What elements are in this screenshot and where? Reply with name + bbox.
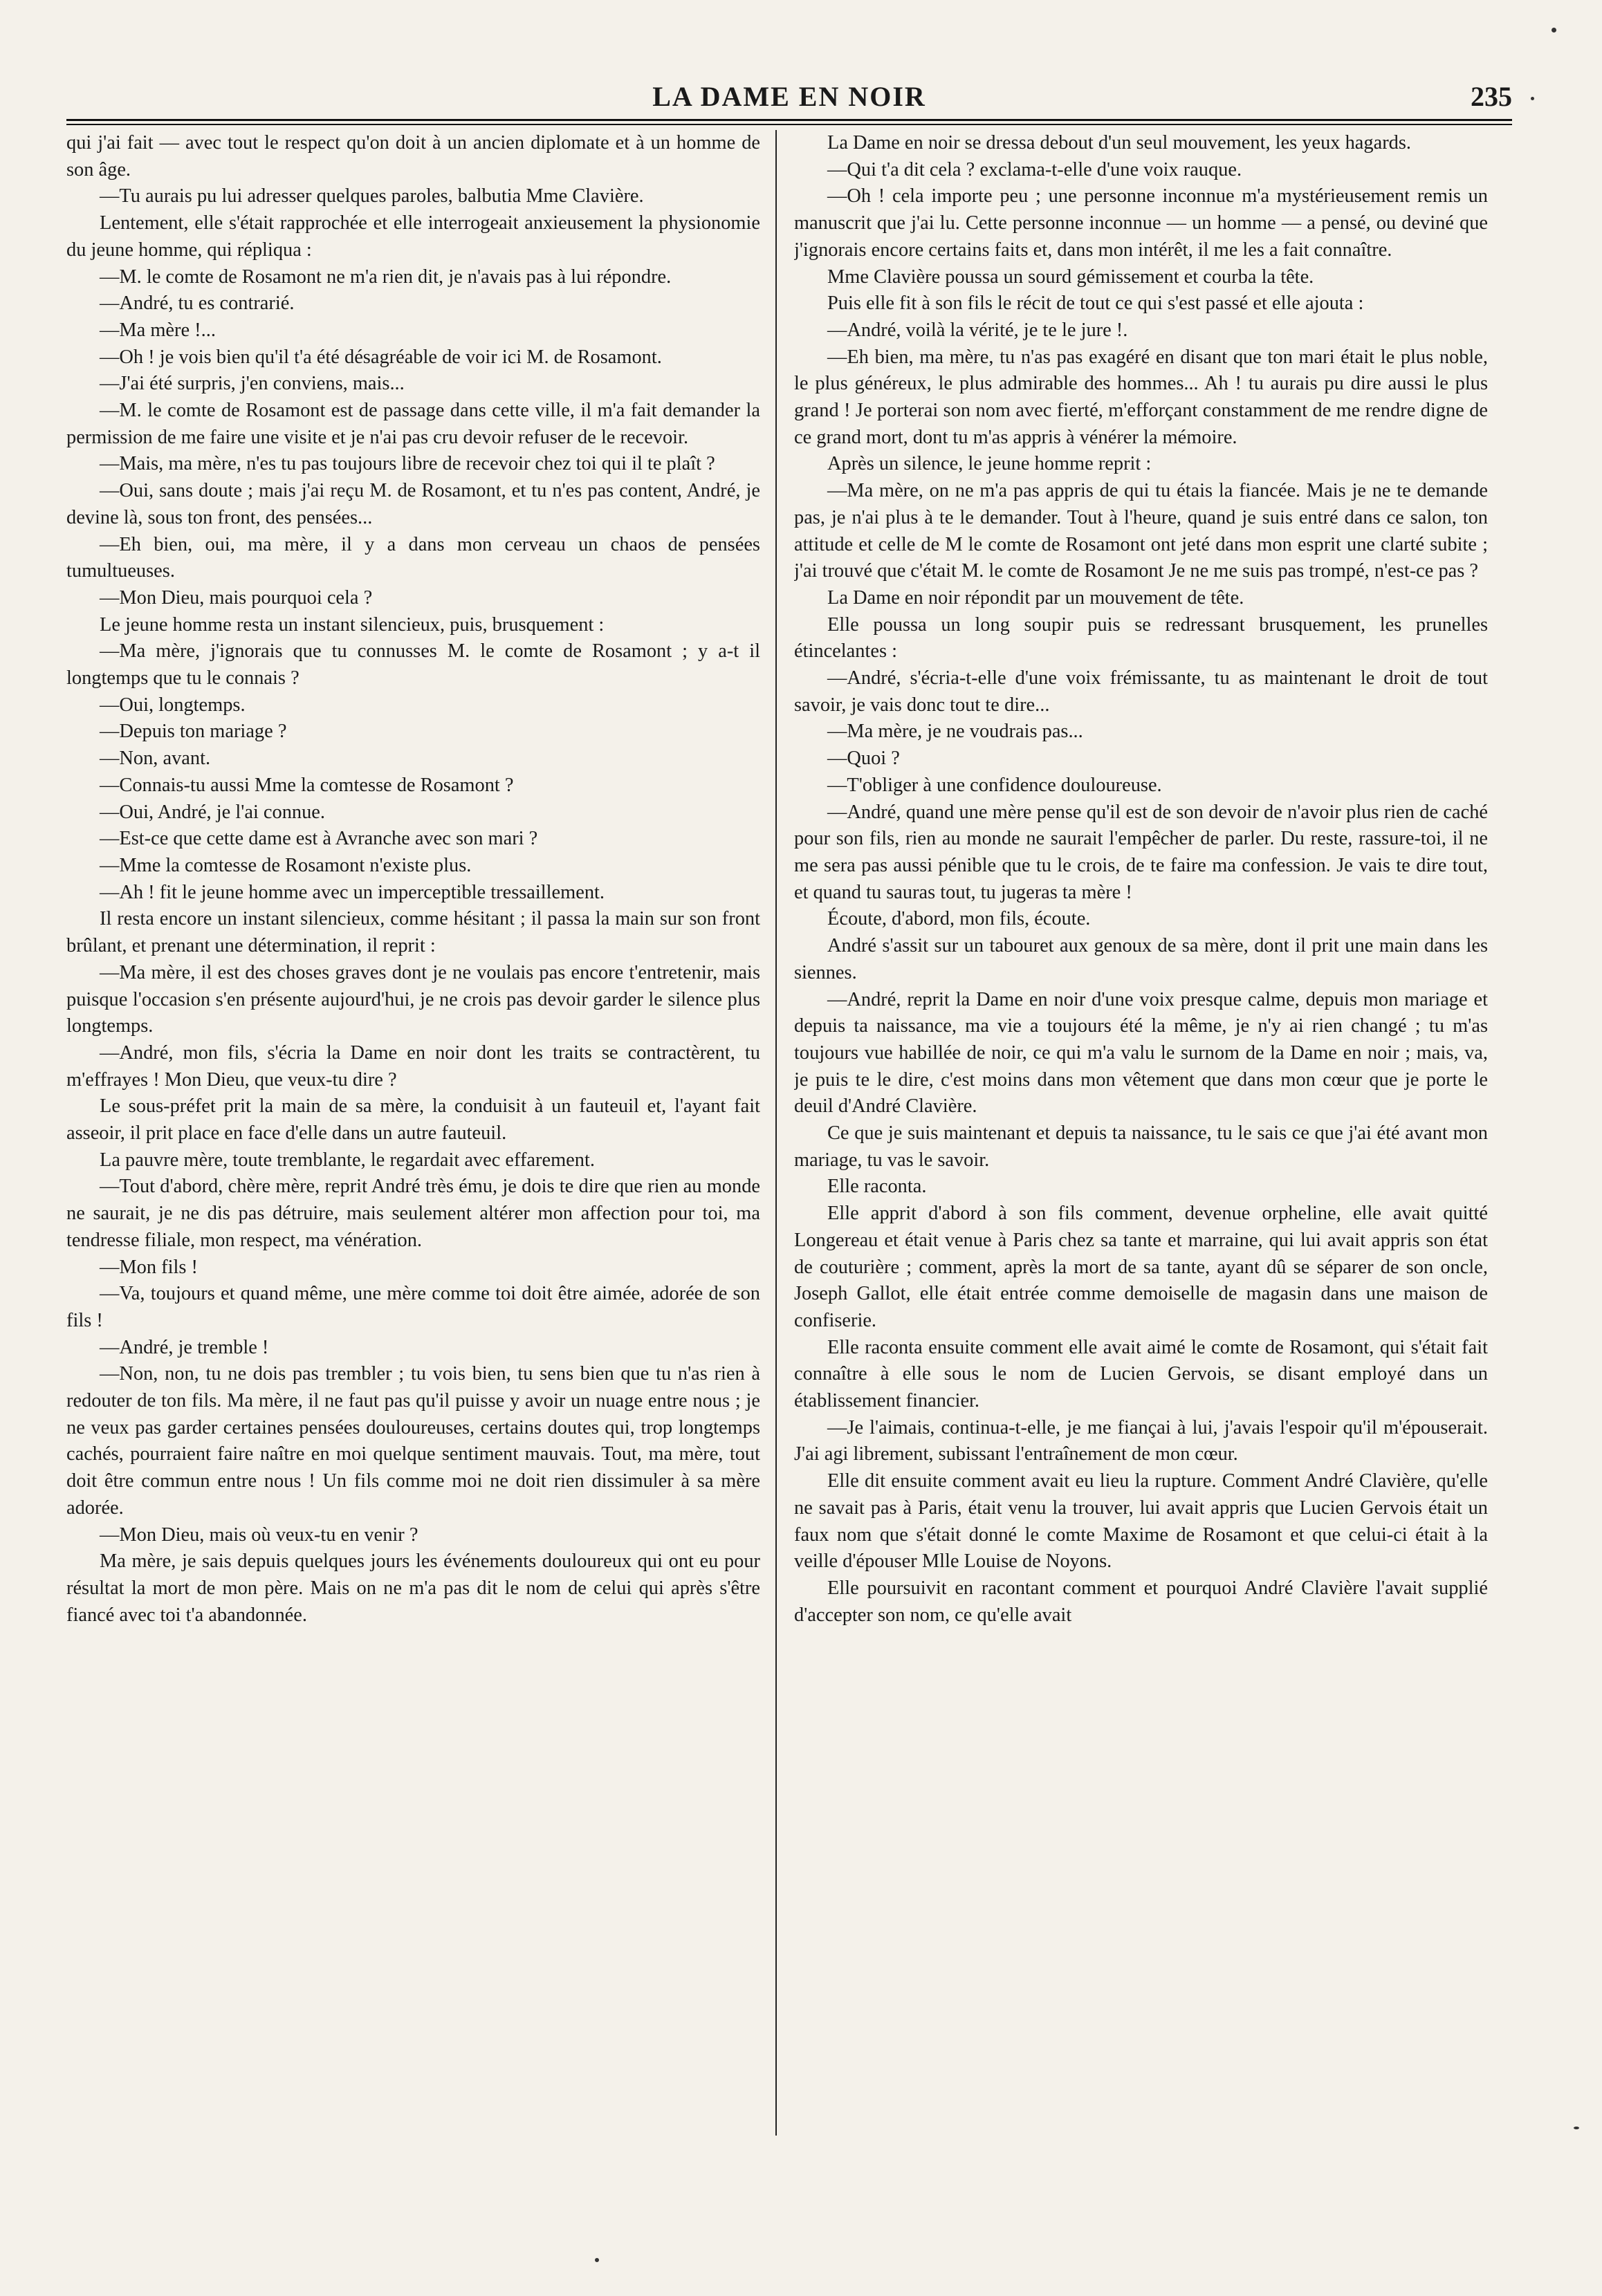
paragraph: —André, tu es contrarié. bbox=[100, 293, 295, 315]
paragraph: Ma mère, je sais depuis quelques jours les événements douloureux qui ont eu pour résultat la mort de mon père. Mais on ne m'a pas dit le nom de celui qui après s'être fiancé avec toi t'a abandonnée. bbox=[66, 1550, 760, 1626]
paragraph: —Tout d'abord, chère mère, reprit André très ému, je dois te dire que rien au monde ne saurait, je ne dis pas détruire, mais seulement altérer mon affection pour toi, ma tendresse filiale, mon respect, ma vénération. bbox=[66, 1176, 760, 1251]
paragraph: Puis elle fit à son fils le récit de tout ce qui s'est passé et elle ajouta : bbox=[827, 293, 1364, 315]
paragraph: —Est-ce que cette dame est à Avranche avec son mari ? bbox=[100, 828, 538, 850]
paragraph: —Qui t'a dit cela ? exclama-t-elle d'une voix rauque. bbox=[827, 158, 1242, 180]
paragraph: —Oh ! cela importe peu ; une personne inconnue m'a mystérieusement remis un manuscrit que j'ai lu. Cette personne inconnue — un homme — a pensé, ou deviné que j'ignorais encore certains faits et, dans mon intérêt, il me les a fait connaître. bbox=[794, 185, 1488, 261]
paragraph: La Dame en noir répondit par un mouvement de tête. bbox=[827, 586, 1244, 609]
paragraph: —Non, avant. bbox=[100, 748, 211, 770]
paragraph: Ce que je suis maintenant et depuis ta naissance, tu le sais ce que j'ai été avant mon mariage, tu vas le savoir. bbox=[794, 1122, 1488, 1171]
paragraph: —Mme la comtesse de Rosamont n'existe plus. bbox=[100, 854, 472, 876]
paragraph: Elle raconta ensuite comment elle avait aimé le comte de Rosamont, qui s'était fait connaître à elle sous le nom de Lucien Gervois, se disant employé dans un établissement financier. bbox=[794, 1336, 1488, 1412]
paragraph: qui j'ai fait — avec tout le respect qu'on doit à un ancien diplomate et à un homme de son âge. bbox=[66, 132, 760, 180]
paragraph: —J'ai été surpris, j'en conviens, mais... bbox=[100, 373, 405, 395]
paragraph: Elle poussa un long soupir puis se redressant brusquement, les prunelles étincelantes : bbox=[794, 613, 1488, 663]
paragraph: Elle raconta. bbox=[827, 1176, 927, 1198]
paragraph: —M. le comte de Rosamont ne m'a rien dit, je n'avais pas à lui répondre. bbox=[100, 266, 672, 288]
paragraph: —Mon fils ! bbox=[100, 1256, 198, 1278]
paragraph: —M. le comte de Rosamont est de passage dans cette ville, il m'a fait demander la permission de me faire une visite et je n'ai pas cru devoir refuser de le recevoir. bbox=[66, 400, 760, 448]
paragraph: —Mais, ma mère, n'es tu pas toujours libre de recevoir chez toi qui il te plaît ? bbox=[100, 453, 715, 475]
paragraph: —Quoi ? bbox=[827, 748, 900, 770]
paragraph: André s'assit sur un tabouret aux genoux de sa mère, dont il prit une main dans les siennes. bbox=[794, 935, 1488, 983]
paragraph: —Connais-tu aussi Mme la comtesse de Rosamont ? bbox=[100, 774, 514, 796]
paragraph: —Mon Dieu, mais où veux-tu en venir ? bbox=[100, 1524, 418, 1546]
paragraph: —Ma mère !... bbox=[100, 319, 216, 341]
paragraph: —André, reprit la Dame en noir d'une voix presque calme, depuis mon mariage et depuis ta naissance, ma vie a toujours été la même, je n'y ai rien changé ; tu m'as toujours vue habillée de noir, ce qui m'a valu le surnom de la Dame en noir ; mais, va, je puis te le dire, c'est moins dans mon vêtement que dans mon cœur que je porte le deuil d'André Clavière. bbox=[794, 988, 1488, 1118]
paragraph: —Ma mère, il est des choses graves dont je ne voulais pas encore t'entretenir, mais puisque l'occasion s'en présente aujourd'hui, je ne crois pas devoir garder le silence plus longtemps. bbox=[66, 961, 760, 1037]
right-column bbox=[794, 130, 1488, 2149]
paragraph: Le jeune homme resta un instant silencieux, puis, brusquement : bbox=[100, 613, 605, 636]
print-speck bbox=[595, 2258, 599, 2262]
paragraph: Elle dit ensuite comment avait eu lieu la rupture. Comment André Clavière, qu'elle ne savait pas à Paris, était venu la trouver, lui avait appris que Lucien Gervois était un faux nom que s'était donné le comte Maxime de Rosamont et que celui-ci était à la veille d'épouser Mlle Louise de Noyons. bbox=[794, 1470, 1488, 1573]
paragraph: —Va, toujours et quand même, une mère comme toi doit être aimée, adorée de son fils ! bbox=[66, 1283, 760, 1331]
paragraph: —Ah ! fit le jeune homme avec un imperceptible tressaillement. bbox=[100, 881, 605, 903]
paragraph: La Dame en noir se dressa debout d'un seul mouvement, les yeux hagards. bbox=[827, 132, 1411, 154]
paragraph: —André, s'écria-t-elle d'une voix frémissante, tu as maintenant le droit de tout savoir, je vais donc tout te dire... bbox=[794, 667, 1488, 716]
paragraph: —Je l'aimais, continua-t-elle, je me fiançai à lui, j'avais l'espoir qu'il m'épouserait. J'ai agi librement, subissant l'entraînement de mon cœur. bbox=[794, 1416, 1488, 1465]
page-number: 235 bbox=[1471, 81, 1512, 112]
page-header bbox=[66, 76, 1512, 118]
paragraph: —Non, non, tu ne dois pas trembler ; tu vois bien, tu sens bien que tu n'as rien à redouter de ton fils. Ma mère, il ne faut pas qu'il puisse y avoir un nuage entre nous ; je ne veux pas garder certaines pensées douloureuses, certains doutes qui, trop longtemps cachés, pourraient faire naître en moi quelque sentiment mauvais. Tout, ma mère, tout doit être commun entre nous ! Un fils comme moi ne doit rien dissimuler à sa mère adorée. bbox=[66, 1363, 760, 1519]
header-rule bbox=[66, 119, 1512, 125]
paragraph: —Oh ! je vois bien qu'il t'a été désagréable de voir ici M. de Rosamont. bbox=[100, 346, 662, 368]
paragraph: —André, mon fils, s'écria la Dame en noir dont les traits se contractèrent, tu m'effrayes ! Mon Dieu, que veux-tu dire ? bbox=[66, 1041, 760, 1091]
paragraph: —Ma mère, j'ignorais que tu connusses M. le comte de Rosamont ; y a-t il longtemps que tu le connais ? bbox=[66, 640, 760, 689]
paragraph: Mme Clavière poussa un sourd gémissement et courba la tête. bbox=[827, 266, 1314, 288]
paragraph: —T'obliger à une confidence douloureuse. bbox=[827, 774, 1162, 796]
paragraph: —Depuis ton mariage ? bbox=[100, 721, 287, 743]
paragraph: —Eh bien, oui, ma mère, il y a dans mon cerveau un chaos de pensées tumultueuses. bbox=[66, 533, 760, 582]
left-column bbox=[66, 130, 760, 2149]
paragraph: Elle poursuivit en racontant comment et pourquoi André Clavière l'avait supplié d'accepter son nom, ce qu'elle avait bbox=[794, 1577, 1488, 1626]
paragraph: —André, quand une mère pense qu'il est de son devoir de n'avoir plus rien de caché pour son fils, rien au monde ne saurait l'empêcher de parler. Du reste, rassure-toi, il ne me sera pas aussi pénible que tu le crois, de te faire ma confession. Je vais te dire tout, et quand tu sauras tout, tu jugeras ta mère ! bbox=[794, 801, 1488, 903]
paragraph: Il resta encore un instant silencieux, comme hésitant ; il passa la main sur son front brûlant, et prenant une détermination, il reprit : bbox=[66, 908, 760, 957]
paragraph: Après un silence, le jeune homme reprit : bbox=[827, 453, 1152, 475]
paragraph: —Ma mère, on ne m'a pas appris de qui tu étais la fiancée. Mais je ne te demande pas, je n'ai plus à te le demander. Tout à l'heure, quand je suis entré dans ce salon, ton attitude et celle de M le comte de Rosamont ont jeté dans mon esprit une clarté subite ; j'ai trouvé que c'était M. le comte de Rosamont Je ne me suis pas trompé, n'est-ce pas ? bbox=[794, 480, 1488, 582]
paragraph: Le sous-préfet prit la main de sa mère, la conduisit à un fauteuil et, l'ayant fait asseoir, il prit place en face d'elle dans un autre fauteuil. bbox=[66, 1095, 760, 1145]
paragraph: —Mon Dieu, mais pourquoi cela ? bbox=[100, 586, 373, 609]
paragraph: —Eh bien, ma mère, tu n'as pas exagéré en disant que ton mari était le plus noble, le plus généreux, le plus admirable des hommes... Ah ! tu aurais pu dire aussi le plus grand ! Je porterai son nom avec fierté, m'efforçant constamment de me rendre digne de ce grand mort, dont tu m'as appris à vénérer la mémoire. bbox=[794, 346, 1488, 448]
paragraph: Lentement, elle s'était rapprochée et elle interrogeait anxieusement la physionomie du jeune homme, qui répliqua : bbox=[66, 212, 760, 261]
paragraph: —Oui, André, je l'ai connue. bbox=[100, 801, 326, 823]
paragraph: —Oui, longtemps. bbox=[100, 694, 246, 716]
print-speck bbox=[1574, 2127, 1579, 2129]
print-speck bbox=[1531, 97, 1534, 100]
paragraph: Écoute, d'abord, mon fils, écoute. bbox=[827, 908, 1091, 930]
paragraph: —Ma mère, je ne voudrais pas... bbox=[827, 721, 1083, 743]
column-divider bbox=[775, 130, 777, 2136]
paragraph: —Oui, sans doute ; mais j'ai reçu M. de Rosamont, et tu n'es pas content, André, je devine là, sous ton front, des pensées... bbox=[66, 480, 760, 528]
paragraph: —André, je tremble ! bbox=[100, 1336, 269, 1358]
paragraph: —Tu aurais pu lui adresser quelques paroles, balbutia Mme Clavière. bbox=[100, 185, 644, 207]
paragraph: La pauvre mère, toute tremblante, le regardait avec effarement. bbox=[100, 1149, 595, 1171]
running-title: LA DAME EN NOIR bbox=[652, 81, 926, 112]
paragraph: Elle apprit d'abord à son fils comment, devenue orpheline, elle avait quitté Longereau et était venue à Paris chez sa tante et marraine, qui lui avait appris son état de couturière ; comment, après la mort de sa tante, ayant dû se séparer de son oncle, Joseph Gallot, elle était entrée comme demoiselle de magasin dans une maison de confiserie. bbox=[794, 1203, 1488, 1331]
print-speck bbox=[1552, 28, 1556, 33]
paragraph: —André, voilà la vérité, je te le jure !. bbox=[827, 319, 1128, 341]
